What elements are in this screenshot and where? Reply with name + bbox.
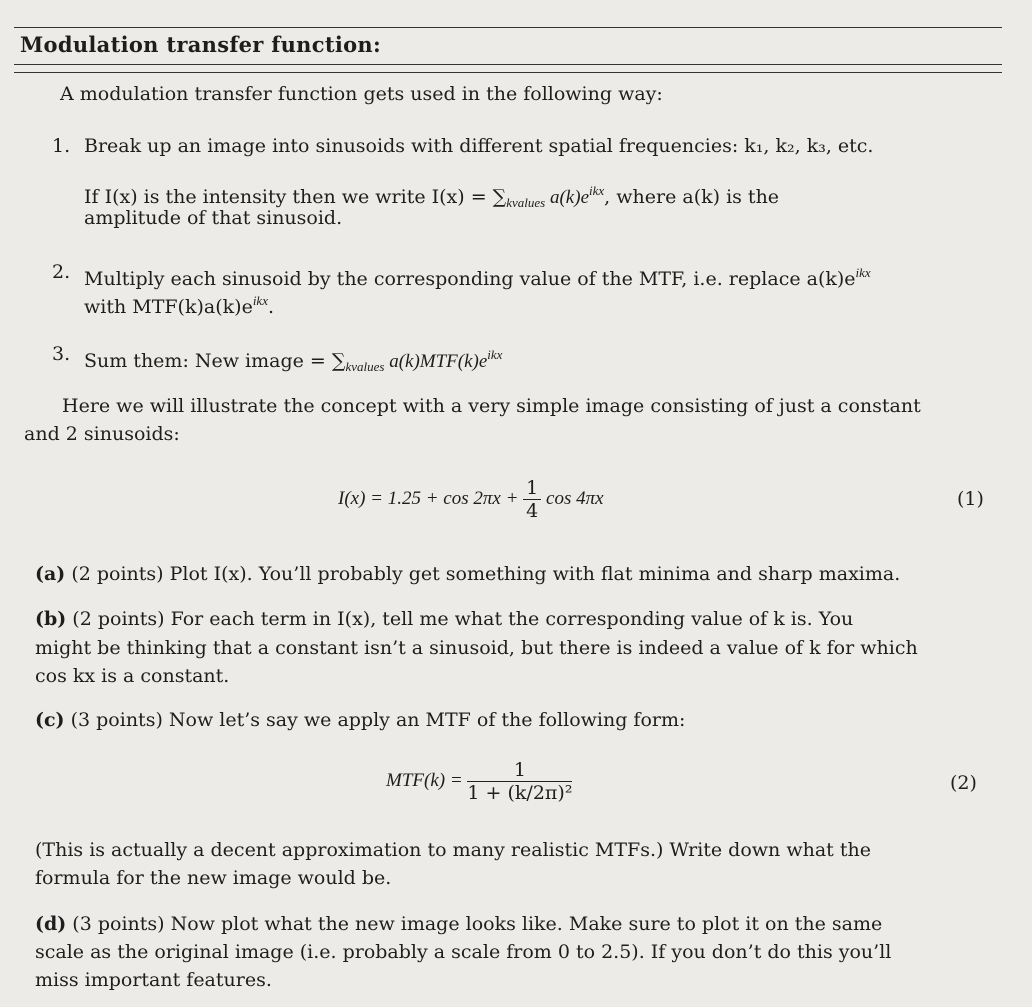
step-1-line-2b: a(k)e	[545, 187, 590, 208]
step-1-line-3: amplitude of that sinusoid.	[84, 207, 343, 229]
equation-1-denominator: 4	[526, 499, 539, 522]
part-d-line-3: miss important features.	[35, 969, 272, 991]
equation-2-lhs: MTF(k) =	[386, 770, 468, 791]
part-a-label: (a)	[35, 563, 66, 585]
step-2-line-1a: Multiply each sinusoid by the corresponding value of the MTF, i.e. replace a(k)e	[84, 268, 856, 290]
step-1-subscript: kvalues	[506, 195, 546, 210]
step-2-superscript-2: ikx	[252, 293, 268, 308]
top-rule	[14, 27, 1002, 28]
step-3-superscript: ikx	[487, 347, 503, 362]
part-a-text: (2 points) Plot I(x). You’ll probably get something with flat minima and sharp maxima.	[65, 563, 901, 585]
equation-1	[338, 470, 604, 527]
part-d-label: (d)	[35, 913, 67, 935]
part-d-line-1	[35, 910, 882, 939]
equation-1-numerator: 1	[523, 477, 541, 500]
part-c-text: (3 points) Now let’s say we apply an MTF of the following form:	[64, 709, 686, 731]
equation-2-denominator: 1 + (k/2π)²	[467, 781, 573, 804]
step-3-subscript: kvalues	[345, 359, 385, 374]
part-b-text-1: (2 points) For each term in I(x), tell me what the corresponding value of k is. You	[66, 608, 854, 630]
equation-2-fraction	[467, 759, 572, 804]
step-2-line-2a: with MTF(k)a(k)e	[84, 296, 253, 318]
heading-rule	[14, 64, 1002, 65]
step-1-line-2a: If I(x) is the intensity then we write I(x) = ∑	[84, 186, 507, 208]
equation-2-numerator: 1	[467, 759, 572, 782]
part-c	[35, 706, 685, 735]
part-d-line-2: scale as the original image (i.e. probably a scale from 0 to 2.5). If you don’t do this you’ll	[35, 941, 892, 963]
equation-1-fraction	[523, 477, 541, 522]
step-2-number: 2.	[52, 261, 71, 283]
part-b-line-3: cos kx is a constant.	[35, 665, 230, 687]
step-2-line-2	[84, 286, 274, 322]
section-heading: Modulation transfer function:	[20, 32, 382, 57]
step-1-line-1: Break up an image into sinusoids with different spatial frequencies: k₁, k₂, k₃, etc.	[84, 135, 874, 157]
equation-2	[386, 752, 572, 809]
equation-1-lhs: I(x) = 1.25 + cos 2πx +	[338, 488, 524, 509]
step-2-line-2b: .	[267, 296, 275, 318]
part-c-follow-line-1: (This is actually a decent approximation to many realistic MTFs.) Write down what the	[35, 839, 871, 861]
part-b-label: (b)	[35, 608, 67, 630]
heading-rule-lower	[14, 72, 1002, 73]
part-b-line-2: might be thinking that a constant isn’t a sinusoid, but there is indeed a value of k for which	[35, 637, 918, 659]
illustrate-line-1: Here we will illustrate the concept with a very simple image consisting of just a constant	[62, 395, 921, 417]
part-a	[35, 560, 900, 589]
step-1-superscript: ikx	[589, 183, 605, 198]
part-d-text-1: (3 points) Now plot what the new image looks like. Make sure to plot it on the same	[66, 913, 883, 935]
intro-text: A modulation transfer function gets used in the following way:	[60, 83, 663, 105]
part-c-label: (c)	[35, 709, 65, 731]
step-3-number: 3.	[52, 343, 71, 365]
equation-1-rhs: cos 4πx	[541, 488, 604, 509]
illustrate-line-2: and 2 sinusoids:	[24, 423, 180, 445]
part-c-follow-line-2: formula for the new image would be.	[35, 867, 392, 889]
equation-1-number: (1)	[957, 488, 984, 510]
step-3-line-1a: Sum them: New image = ∑	[84, 350, 346, 372]
part-b-line-1	[35, 605, 853, 634]
step-1-line-2c: , where a(k) is the	[604, 186, 780, 208]
step-2-superscript-1: ikx	[855, 265, 871, 280]
step-3-line-1	[84, 340, 502, 381]
step-3-line-1b: a(k)MTF(k)e	[384, 351, 488, 372]
step-1-number: 1.	[52, 135, 71, 157]
equation-2-number: (2)	[950, 772, 977, 794]
